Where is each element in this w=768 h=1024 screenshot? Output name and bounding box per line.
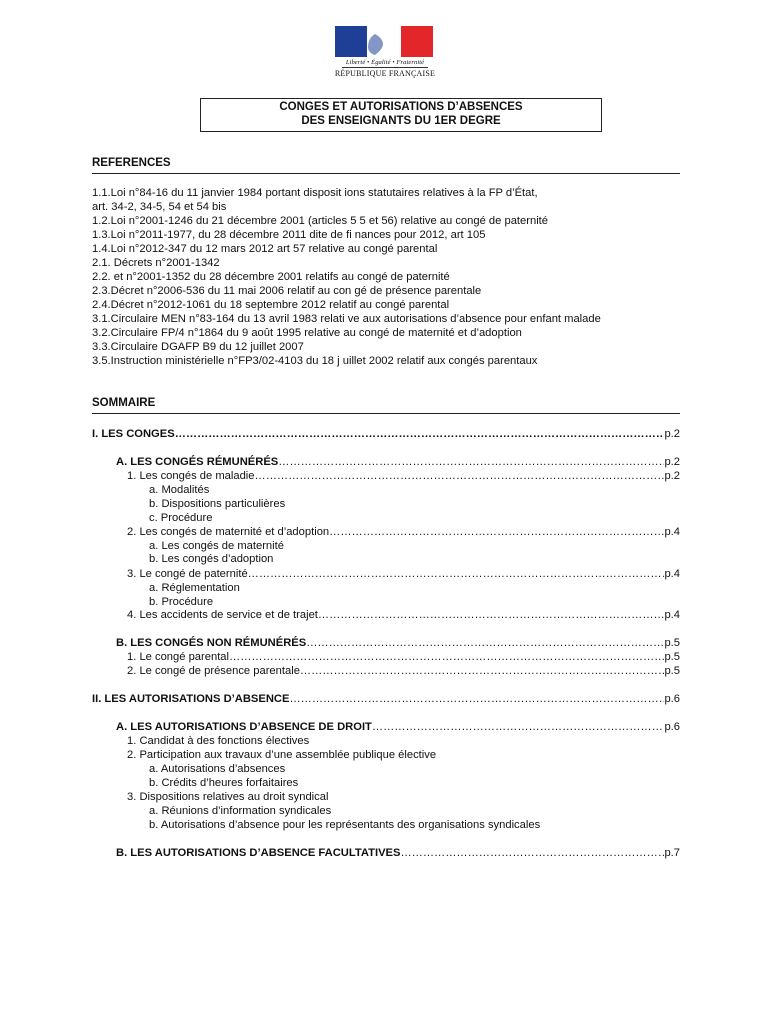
toc-entry: 1. Les congés de maladie …………………………………………………………………………………………………………………………………………………………………………………………………… p.2 <box>127 469 680 483</box>
republique-francaise-logo <box>334 26 436 82</box>
toc-entry: b. Procédure <box>149 596 214 608</box>
reference-item: 3.2.Circulaire FP/4 n°1864 du 9 août 1995 relative au congé de maternité et d’adoption <box>92 327 522 339</box>
toc-entry: a. Modalités <box>149 484 210 496</box>
toc-entry: b. Dispositions particulières <box>149 498 286 510</box>
tricolor-flag-icon <box>335 26 433 57</box>
toc-entry: II. LES AUTORISATIONS D’ABSENCE …………………………………………………………………………………………………………………………………………………………………………………………………… p.6 <box>92 692 680 706</box>
toc-entry: B. LES CONGÉS NON RÉMUNÉRÉS …………………………………………………………………………………………………………………………………………………………………………………………………… p.5 <box>116 636 680 650</box>
toc-entry: 1. Candidat à des fonctions électives <box>127 735 310 747</box>
reference-item: 2.1. Décrets n°2001-1342 <box>92 257 220 269</box>
reference-item: 2.2. et n°2001-1352 du 28 décembre 2001 relatifs au congé de paternité <box>92 271 450 283</box>
toc-entry: B. LES AUTORISATIONS D’ABSENCE FACULTATIVES …………………………………………………………………………………………………………………………………………………………………………………………………… p.7 <box>116 846 680 860</box>
toc-entry: 3. Dispositions relatives au droit syndical <box>127 791 329 803</box>
toc-entry: a. Les congés de maternité <box>149 540 284 552</box>
document-title-box <box>200 98 602 132</box>
sommaire-heading: SOMMAIRE <box>92 397 156 409</box>
toc-entry: 1. Le congé parental …………………………………………………………………………………………………………………………………………………………………………………………………… p.5 <box>127 650 680 664</box>
title-line-2: DES ENSEIGNANTS DU 1ER DEGRE <box>301 115 501 127</box>
toc-entry: b. Les congés d’adoption <box>149 553 274 565</box>
toc-entry: a. Réglementation <box>149 582 240 594</box>
references-list <box>92 186 692 368</box>
sommaire-rule <box>92 413 680 414</box>
motto-text: Liberté • Égalité • Fraternité <box>345 59 425 66</box>
republique-francaise-text: RÉPUBLIQUE FRANÇAISE <box>334 69 436 78</box>
toc-entry: I. LES CONGES …………………………………………………………………………………………………………………………………………………………………………………………………… p.2 <box>92 427 680 441</box>
references-heading: REFERENCES <box>92 157 171 169</box>
reference-item: 1.1.Loi n°84-16 du 11 janvier 1984 portant disposit ions statutaires relatives à la FP d’État, <box>92 187 538 199</box>
title-line-1: CONGES ET AUTORISATIONS D’ABSENCES <box>279 101 523 113</box>
toc-entry: b. Autorisations d’absence pour les représentants des organisations syndicales <box>149 819 541 831</box>
toc-entry: 2. Le congé de présence parentale …………………………………………………………………………………………………………………………………………………………………………………………………… p.5 <box>127 664 680 678</box>
toc-entry: 2. Les congés de maternité et d’adoption …………………………………………………………………………………………………………………………………………………………………………………………………… p.4 <box>127 525 680 539</box>
reference-item: 1.4.Loi n°2012-347 du 12 mars 2012 art 57 relative au congé parental <box>92 243 438 255</box>
reference-item: 1.2.Loi n°2001-1246 du 21 décembre 2001 (articles 5 5 et 56) relative au congé de paternité <box>92 215 549 227</box>
reference-item: 3.3.Circulaire DGAFP B9 du 12 juillet 2007 <box>92 341 304 353</box>
toc-entry: a. Réunions d’information syndicales <box>149 805 332 817</box>
references-rule <box>92 173 680 174</box>
reference-item: 2.4.Décret n°2012-1061 du 18 septembre 2012 relatif au congé parental <box>92 299 450 311</box>
toc-entry: b. Crédits d’heures forfaitaires <box>149 777 299 789</box>
reference-item: 3.1.Circulaire MEN n°83-164 du 13 avril 1983 relati ve aux autorisations d’absence pour enfant malade <box>92 313 601 325</box>
toc-entry: 4. Les accidents de service et de trajet …………………………………………………………………………………………………………………………………………………………………………………………………… p.4 <box>127 608 680 622</box>
reference-item: 3.5.Instruction ministérielle n°FP3/02-4103 du 18 j uillet 2002 relatif aux congés parentaux <box>92 355 538 367</box>
reference-item: 2.3.Décret n°2006-536 du 11 mai 2006 relatif au con gé de présence parentale <box>92 285 482 297</box>
toc-entry: A. LES CONGÉS RÉMUNÉRÉS …………………………………………………………………………………………………………………………………………………………………………………………………… p.2 <box>116 455 680 469</box>
toc-entry: c. Procédure <box>149 512 213 524</box>
toc-entry: A. LES AUTORISATIONS D’ABSENCE DE DROIT …………………………………………………………………………………………………………………………………………………………………………………………………… p.6 <box>116 720 680 734</box>
toc-entry: a. Autorisations d’absences <box>149 763 286 775</box>
reference-item: art. 34-2, 34-5, 54 et 54 bis <box>92 201 227 213</box>
toc-entry: 3. Le congé de paternité …………………………………………………………………………………………………………………………………………………………………………………………………… p.4 <box>127 567 680 581</box>
toc-entry: 2. Participation aux travaux d’une assemblée publique élective <box>127 749 437 761</box>
reference-item: 1.3.Loi n°2011-1977, du 28 décembre 2011 dite de fi nances pour 2012, art 105 <box>92 229 486 241</box>
